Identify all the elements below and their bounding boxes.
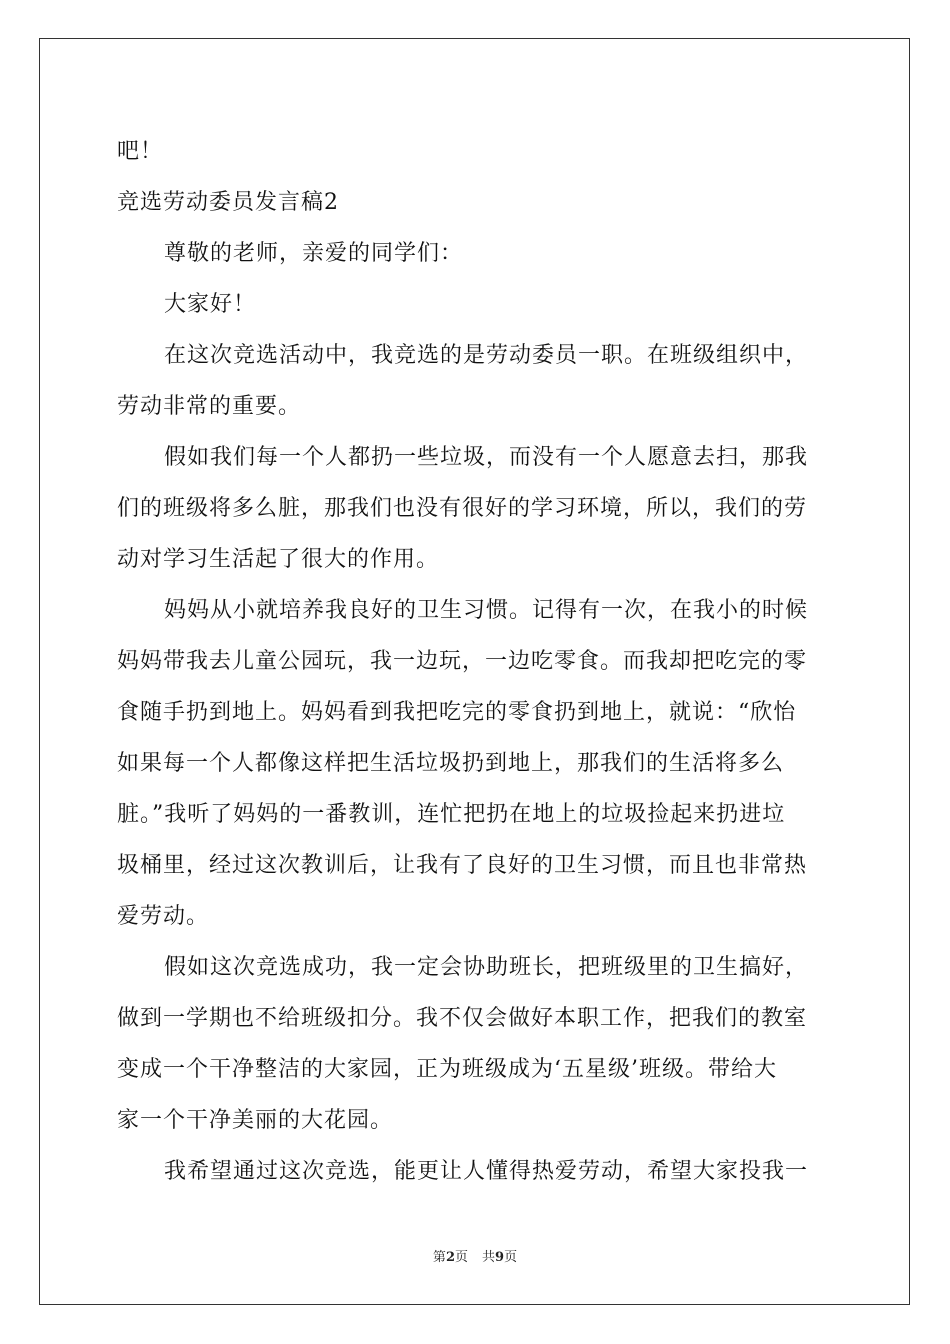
text-line: 我希望通过这次竞选，能更让人懂得热爱劳动，希望大家投我一	[164, 1159, 809, 1184]
text-line: 圾桶里，经过这次教训后，让我有了良好的卫生习惯，而且也非常热	[117, 853, 808, 878]
text-line: 假如我们每一个人都扔一些垃圾，而没有一个人愿意去扫，那我	[164, 445, 809, 470]
section-title: 竞选劳动委员发言稿2	[117, 190, 339, 215]
text-line: 妈妈从小就培养我良好的卫生习惯。记得有一次，在我小的时候	[164, 598, 809, 623]
text-line: 动对学习生活起了很大的作用。	[117, 547, 440, 572]
text-line: 们的班级将多么脏，那我们也没有很好的学习环境，所以，我们的劳	[117, 496, 808, 521]
greeting: 大家好！	[164, 292, 257, 317]
total-page-number: 9	[495, 1250, 505, 1265]
text-line: 如果每一个人都像这样把生活垃圾扔到地上，那我们的生活将多么	[117, 751, 785, 776]
text-line: 妈妈带我去儿童公园玩，我一边玩，一边吃零食。而我却把吃完的零	[117, 649, 808, 674]
text-line: 在这次竞选活动中，我竞选的是劳动委员一职。在班级组织中，	[164, 343, 809, 368]
salutation: 尊敬的老师，亲爱的同学们：	[164, 241, 464, 266]
page-footer	[0, 1246, 950, 1265]
page-label-prefix: 第	[432, 1250, 446, 1265]
text-line: 做到一学期也不给班级扣分。我不仅会做好本职工作，把我们的教室	[117, 1006, 808, 1031]
text-line: 食随手扔到地上。妈妈看到我把吃完的零食扔到地上，就说：“欣怡	[117, 700, 797, 725]
current-page-number: 2	[445, 1250, 455, 1265]
text-line: 脏。”我听了妈妈的一番教训，连忙把扔在地上的垃圾捡起来扔进垃	[117, 802, 786, 827]
document-body	[117, 126, 833, 1197]
text-line: 假如这次竞选成功，我一定会协助班长，把班级里的卫生搞好，	[164, 955, 809, 980]
text-line: 劳动非常的重要。	[117, 394, 302, 419]
text-line: 吧！	[117, 139, 164, 164]
total-label-prefix: 共	[482, 1250, 496, 1265]
text-line: 爱劳动。	[117, 904, 210, 929]
text-line: 变成一个干净整洁的大家园，正为班级成为‘五星级’班级。带给大	[117, 1057, 777, 1082]
page-label-suffix: 页	[454, 1250, 468, 1265]
text-line: 家一个干净美丽的大花园。	[117, 1108, 394, 1133]
total-label-suffix: 页	[504, 1250, 518, 1265]
